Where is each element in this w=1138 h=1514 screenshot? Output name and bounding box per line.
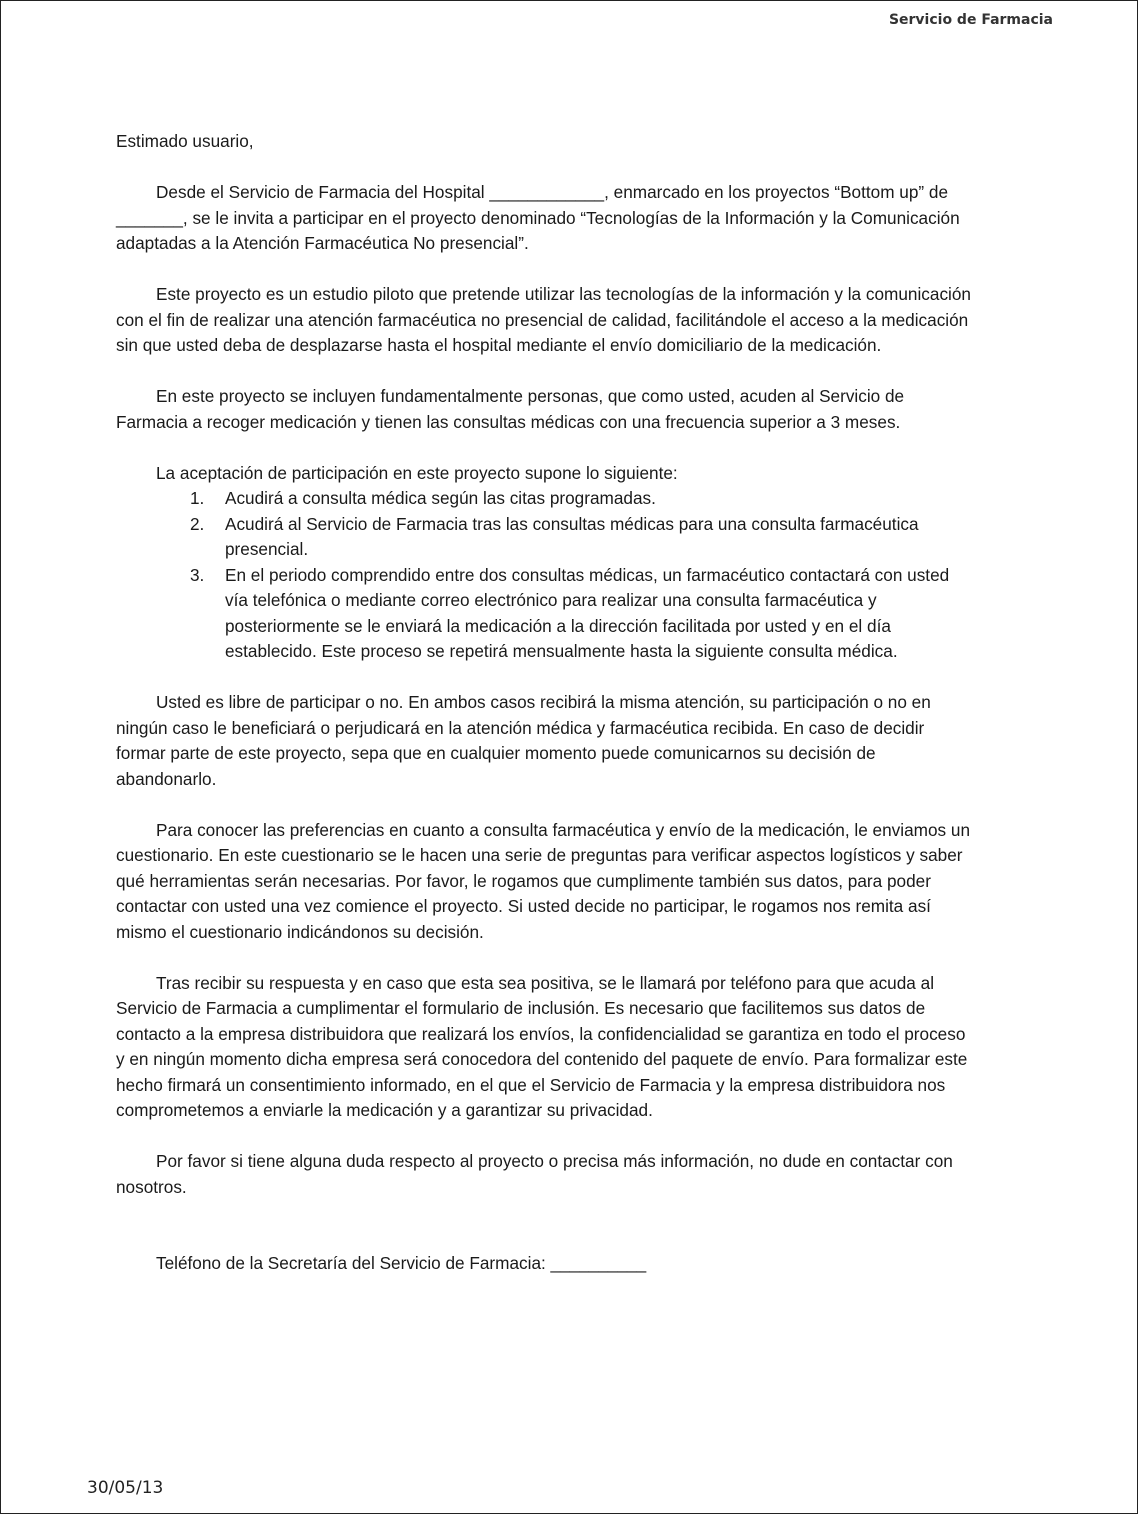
list-intro: La aceptación de participación en este proyecto supone lo siguiente:	[156, 462, 678, 483]
paragraph-contact: Por favor si tiene alguna duda respecto al proyecto o precisa más información, no dude en contactar con nosotros.	[116, 1151, 953, 1197]
phone-line: Teléfono de la Secretaría del Servicio de Farmacia: __________	[156, 1253, 647, 1273]
paragraph-voluntary: Usted es libre de participar o no. En ambos casos recibirá la misma atención, su participación o no en ningún caso le beneficiará o perjudicará en la atención médica y farmacéutica recibida. En caso de decidir formar parte de este proyecto, sepa que en cualquier momento puede comunicarnos su decisión de abandonarlo.	[116, 692, 931, 789]
list-item	[116, 486, 976, 512]
list-item-number: 2.	[190, 513, 205, 534]
conditions-list	[116, 486, 976, 665]
participation-conditions	[116, 461, 976, 665]
paragraph-intro: Desde el Servicio de Farmacia del Hospital ____________, enmarcado en los proyectos “Bottom up” de _______, se le invita a participar en el proyecto denominado “Tecnologías de la Información y la Comunicación adaptadas a la Atención Farmacéutica No presencial”.	[116, 182, 960, 253]
list-item-text: En el periodo comprendido entre dos consultas médicas, un farmacéutico contactará con usted vía telefónica o mediante correo electrónico para realizar una consulta farmacéutica y posteriormente se le enviará la medicación a la dirección facilitada por usted y en el día establecido. Este proceso se repetirá mensualmente hasta la siguiente consulta médica.	[225, 564, 950, 661]
paragraph-next-steps: Tras recibir su respuesta y en caso que esta sea positiva, se le llamará por teléfono para que acuda al Servicio de Farmacia a cumplimentar el formulario de inclusión. Es necesario que facilitemos sus datos de contacto a la empresa distribuidora que realizará los envíos, la confidencialidad se garantiza en todo el proceso y en ningún momento dicha empresa será conocedora del contenido del paquete de envío. Para formalizar este hecho firmará un consentimiento informado, en el que el Servicio de Farmacia y la empresa distribuidora nos comprometemos a enviarle la medicación y a garantizar su privacidad.	[116, 972, 968, 1120]
page-header-title: Servicio de Farmacia	[888, 12, 1053, 28]
salutation: Estimado usuario,	[116, 131, 254, 151]
list-item-text: Acudirá a consulta médica según las citas programadas.	[225, 488, 656, 508]
list-item-text: Acudirá al Servicio de Farmacia tras las consultas médicas para una consulta farmacéutica presencial.	[225, 513, 919, 559]
letter-body	[116, 129, 976, 1277]
paragraph-questionnaire: Para conocer las preferencias en cuanto a consulta farmacéutica y envío de la medicación, le enviamos un cuestionario. En este cuestionario se le hacen una serie de preguntas para verificar aspectos logísticos y saber qué herramientas serán necesarias. Por favor, le rogamos que cumplimente también sus datos, para poder contactar con usted una vez comience el proyecto. Si usted decide no participar, le rogamos nos remita así mismo el cuestionario indicándonos su decisión.	[116, 819, 970, 942]
list-item	[116, 512, 976, 563]
list-item-number: 1.	[190, 488, 205, 508]
footer-date: 30/05/13	[87, 1478, 164, 1498]
list-item	[116, 563, 976, 665]
paragraph-target-population: En este proyecto se incluyen fundamentalmente personas, que como usted, acuden al Servicio de Farmacia a recoger medicación y tienen las consultas médicas con una frecuencia superior a 3 meses.	[116, 386, 905, 432]
list-item-number: 3.	[190, 564, 205, 585]
paragraph-project-description: Este proyecto es un estudio piloto que pretende utilizar las tecnologías de la información y la comunicación con el fin de realizar una atención farmacéutica no presencial de calidad, facilitándole el acceso a la medicación sin que usted deba de desplazarse hasta el hospital mediante el envío domiciliario de la medicación.	[116, 284, 971, 355]
